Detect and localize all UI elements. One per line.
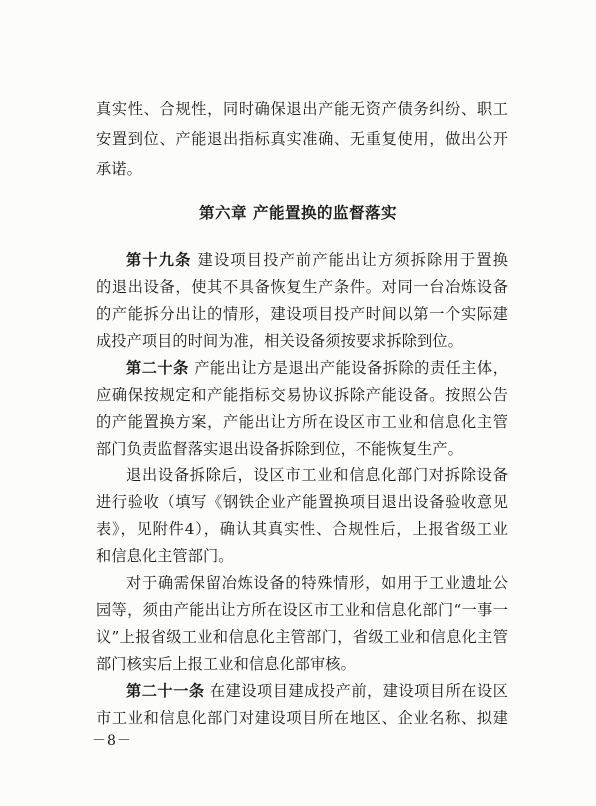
article-20-para3-line-4: 部门核实后上报工业和信息化部审核。 bbox=[96, 655, 356, 673]
article-20-first-line bbox=[126, 357, 508, 379]
article-20-para3-line-3: 议”上报省级工业和信息化主管部门，省级工业和信息化主管 bbox=[96, 628, 508, 646]
intro-line-1: 真实性、合规性，同时确保退出产能无资产债务纠纷、职工 bbox=[96, 100, 508, 118]
intro-line-3: 承诺。 bbox=[96, 160, 142, 178]
article-19-first-text: 建设项目投产前产能出让方须拆除用于置换 bbox=[197, 251, 508, 269]
article-21-first-text: 在建设项目建成投产前，建设项目所在设区 bbox=[209, 682, 509, 700]
article-19-first-line bbox=[126, 249, 508, 271]
article-20-para2-line-1: 退出设备拆除后，设区市工业和信息化部门对拆除设备 bbox=[126, 466, 508, 484]
article-20-para3-line-2: 园等，须由产能出让方所在设区市工业和信息化部门“一事一 bbox=[96, 601, 508, 619]
article-19-line-4: 成投产项目的时间为准，相关设备须按要求拆除到位。 bbox=[96, 332, 463, 350]
article-20-label: 第二十条 bbox=[126, 359, 189, 377]
article-20-first-text: 产能出让方是退出产能设备拆除的责任主体， bbox=[194, 359, 508, 377]
article-21-label: 第二十一条 bbox=[126, 682, 205, 700]
article-21-line-2: 市工业和信息化部门对建设项目所在地区、企业名称、拟建 bbox=[96, 709, 508, 727]
article-20-para3-line-1: 对于确需保留冶炼设备的特殊情形，如用于工业遗址公 bbox=[126, 574, 508, 592]
article-20-line-4: 部门负责监督落实退出设备拆除到位，不能恢复生产。 bbox=[96, 440, 463, 458]
article-19-line-2: 的退出设备，使其不具备恢复生产条件。对同一台冶炼设备 bbox=[96, 278, 508, 296]
intro-line-2: 安置到位、产能退出指标真实准确、无重复使用，做出公开 bbox=[96, 130, 508, 148]
article-21-first-line bbox=[126, 680, 508, 702]
article-19-line-3: 的产能拆分出让的情形，建设项目投产时间以第一个实际建 bbox=[96, 305, 508, 323]
article-20-para2-line-4: 和信息化主管部门。 bbox=[96, 547, 234, 565]
article-20-line-3: 的产能置换方案，产能出让方所在设区市工业和信息化主管 bbox=[96, 413, 508, 431]
article-19-label: 第十九条 bbox=[126, 251, 192, 269]
article-20-para2-line-3: 表》，见附件4），确认其真实性、合规性后，上报省级工业 bbox=[96, 520, 508, 538]
article-20-para2-line-2: 进行验收（填写《钢铁企业产能置换项目退出设备验收意见 bbox=[96, 493, 508, 511]
page-number: －8－ bbox=[92, 733, 132, 749]
article-20-line-2: 应确保按规定和产能指标交易协议拆除产能设备。按照公告 bbox=[96, 386, 508, 404]
chapter-title: 第六章 产能置换的监督落实 bbox=[199, 204, 397, 222]
